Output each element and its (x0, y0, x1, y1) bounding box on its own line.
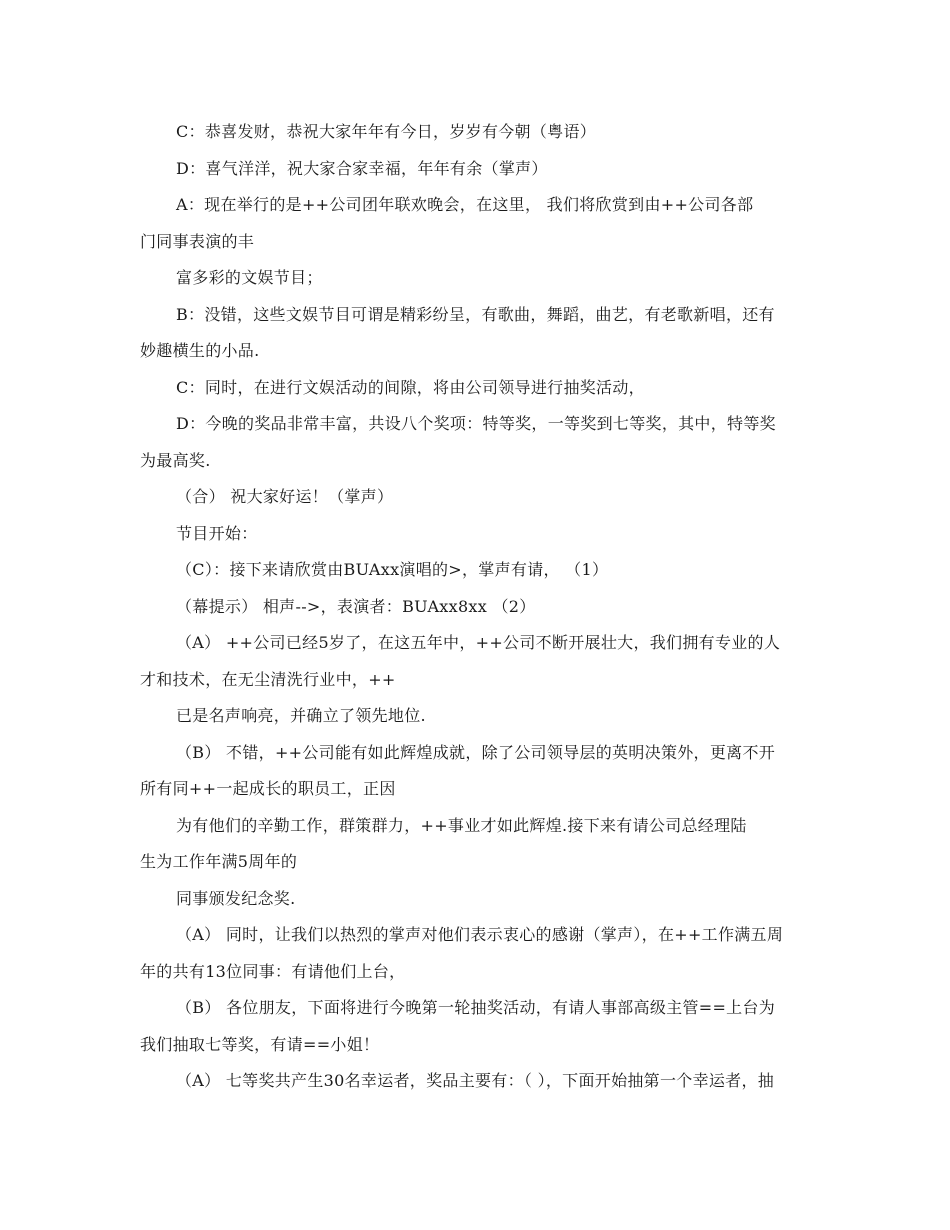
text-line: 妙趣横生的小品. (140, 341, 260, 360)
text-line: （B） 不错，++公司能有如此辉煌成就，除了公司领导层的英明决策外，更离不开 (176, 742, 776, 762)
text-line: C：同时，在进行文娱活动的间隙，将由公司领导进行抽奖活动， (176, 377, 645, 397)
text-line: 已是名声响亮，并确立了领先地位. (176, 706, 426, 725)
text-line: 为最高奖. (140, 450, 211, 470)
text-line: （A） ++公司已经5岁了，在这五年中，++公司不断开展壮大，我们拥有专业的人 (176, 633, 781, 652)
text-line: 才和技术，在无尘清洗行业中，++ (140, 669, 396, 689)
text-line: C：恭喜发财，恭祝大家年年有今日，岁岁有今朝（粤语） (176, 122, 597, 141)
text-line: （C）：接下来请欣赏由BUAxx演唱的>，掌声有请， （1） (176, 560, 609, 579)
text-line: （合） 祝大家好运！（掌声） (176, 487, 394, 506)
text-line: 所有同++一起成长的职员工，正因 (140, 779, 396, 798)
text-line: D：喜气洋洋，祝大家合家幸福，年年有余（掌声） (176, 158, 548, 178)
text-line: A：现在举行的是++公司团年联欢晚会，在这里， 我们将欣赏到由++公司各部 (176, 195, 754, 214)
text-line: 节目开始： (176, 523, 258, 543)
text-line: 门同事表演的丰 (140, 231, 255, 251)
text-line: （A） 七等奖共产生30名幸运者，奖品主要有：（ ），下面开始抽第一个幸运者，抽 (176, 1071, 775, 1090)
text-line: 年的共有13位同事：有请他们上台， (140, 961, 406, 981)
text-line: D：今晚的奖品非常丰富，共设八个奖项：特等奖，一等奖到七等奖，其中，特等奖 (176, 414, 776, 433)
text-line: 为有他们的辛勤工作，群策群力，++事业才如此辉煌.接下来有请公司总经理陆 (176, 815, 747, 835)
text-line: 富多彩的文娱节目； (176, 268, 323, 287)
text-line: （A） 同时，让我们以热烈的掌声对他们表示衷心的感谢（掌声），在++工作满五周 (176, 925, 784, 944)
text-line: 同事颁发纪念奖. (176, 888, 296, 908)
document-body (140, 114, 812, 1100)
text-line: 生为工作年满5周年的 (140, 852, 298, 871)
text-line: （B） 各位朋友，下面将进行今晚第一轮抽奖活动，有请人事部高级主管==上台为 (176, 998, 776, 1017)
text-line: B：没错，这些文娱节目可谓是精彩纷呈，有歌曲，舞蹈，曲艺，有老歌新唱，还有 (176, 304, 775, 324)
text-line: 我们抽取七等奖，有请==小姐！ (140, 1034, 380, 1054)
text-line: （幕提示） 相声-->，表演者：BUAxx8xx （2） (176, 596, 536, 616)
